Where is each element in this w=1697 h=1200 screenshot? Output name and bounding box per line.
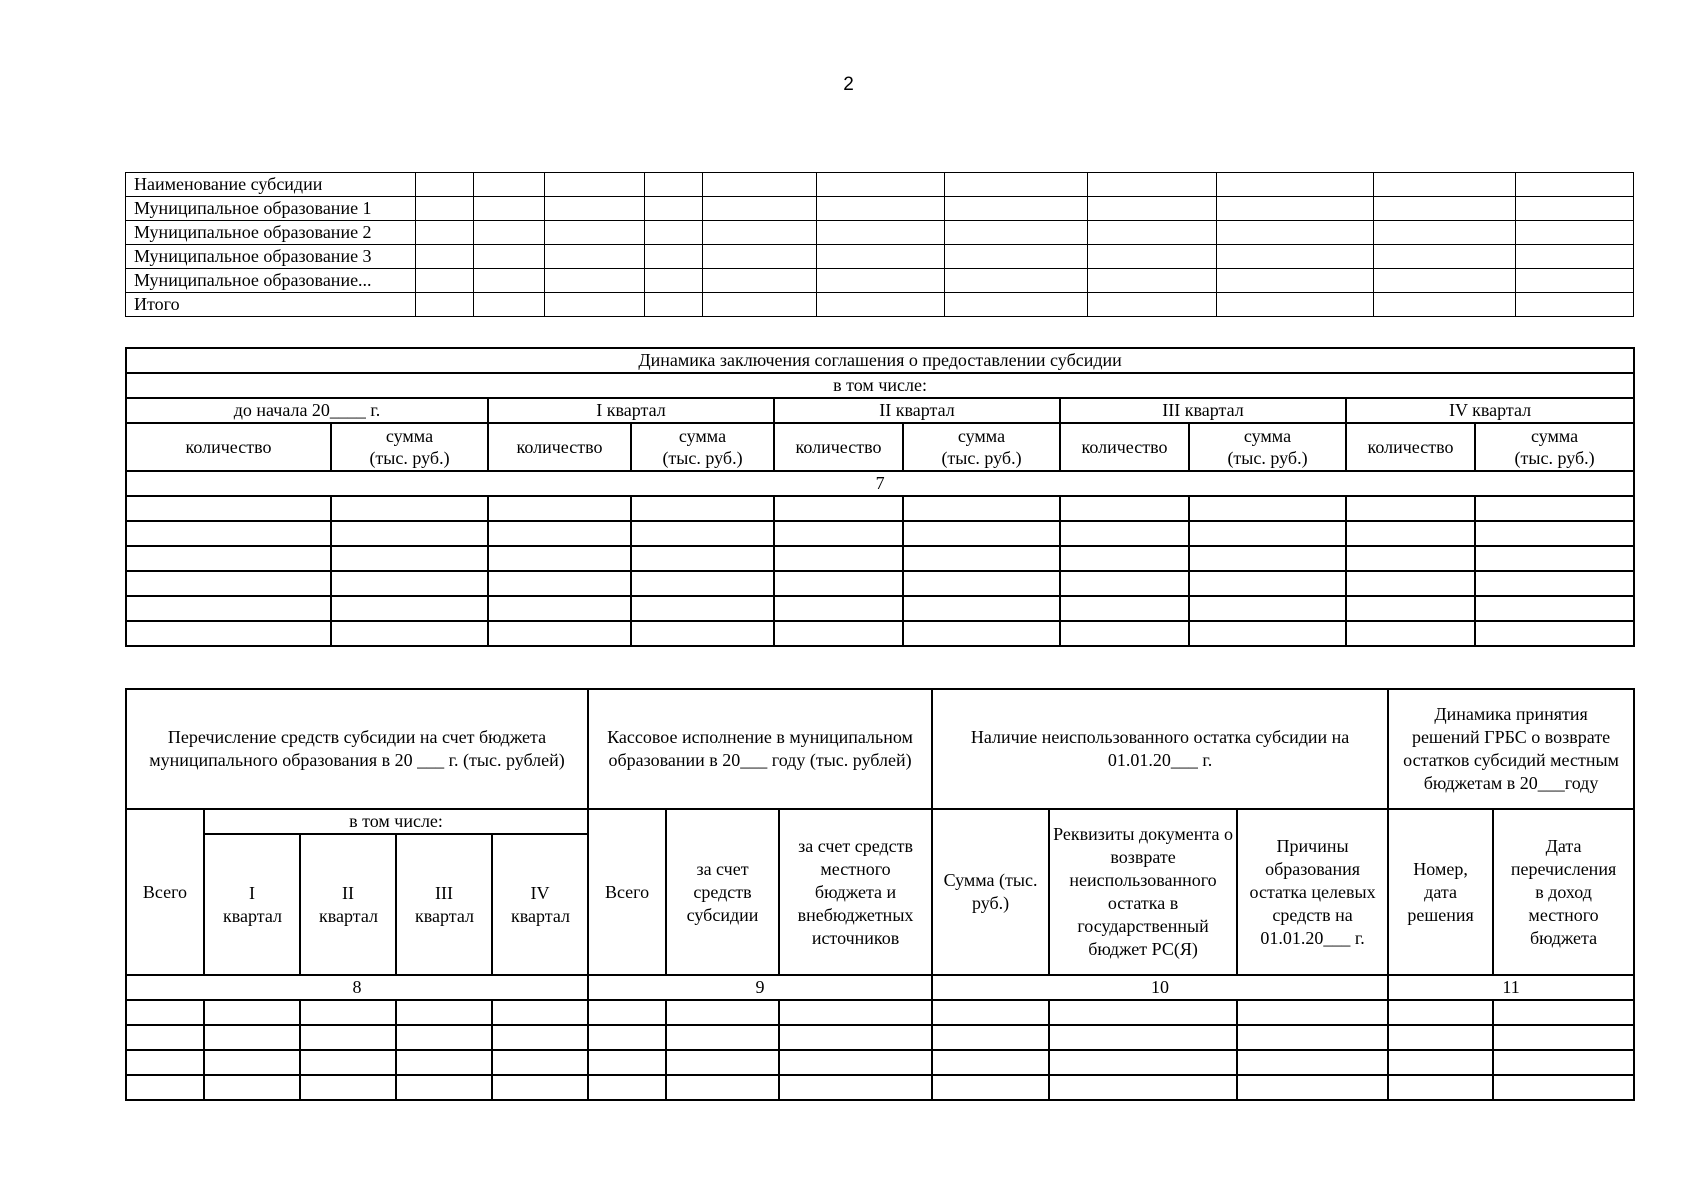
table-row <box>126 546 1634 571</box>
transfer-date-header: Дата перечисления в доход местного бюджета <box>1493 809 1634 975</box>
unused-balance-header: Наличие неиспользованного остатка субсидии на 01.01.20___ г. <box>932 689 1388 809</box>
table-row <box>126 1075 1634 1100</box>
transfer-group-header: Перечисление средств субсидии на счет бюджета муниципального образования в 20 ___ г. (тыс. рублей) <box>126 689 588 809</box>
quarter-header: II квартал <box>300 834 396 975</box>
period-header: до начала 20____ г. <box>126 398 488 423</box>
row-label: Итого <box>126 293 416 317</box>
row-label: Муниципальное образование 3 <box>126 245 416 269</box>
sum-header: сумма (тыс. руб.) <box>903 423 1060 471</box>
period-header: I квартал <box>488 398 774 423</box>
sum-header: сумма (тыс. руб.) <box>1189 423 1346 471</box>
table-row <box>126 221 1634 245</box>
table-row <box>126 1050 1634 1075</box>
quantity-header: количество <box>774 423 903 471</box>
table-row <box>126 1000 1634 1025</box>
quantity-header: количество <box>126 423 331 471</box>
quantity-header: количество <box>1346 423 1475 471</box>
column-number: 8 <box>126 975 588 1000</box>
reasons-header: Причины образования остатка целевых средств на 01.01.20___ г. <box>1237 809 1388 975</box>
sum-header: сумма (тыс. руб.) <box>631 423 774 471</box>
local-funds-header: за счет средств местного бюджета и внебюджетных источников <box>779 809 932 975</box>
return-document-header: Реквизиты документа о возврате неиспользованного остатка в государственный бюджет РС(Я) <box>1049 809 1237 975</box>
quarter-header: III квартал <box>396 834 492 975</box>
table-row <box>126 293 1634 317</box>
total-header: Всего <box>126 809 204 975</box>
subsidy-municipalities-table <box>125 172 1634 317</box>
row-label: Муниципальное образование 1 <box>126 197 416 221</box>
table-subtitle: в том числе: <box>126 373 1634 398</box>
sum-header: сумма (тыс. руб.) <box>331 423 488 471</box>
row-label: Муниципальное образование 2 <box>126 221 416 245</box>
table-row <box>126 596 1634 621</box>
cash-execution-header: Кассовое исполнение в муниципальном образовании в 20___ году (тыс. рублей) <box>588 689 932 809</box>
quantity-header: количество <box>488 423 631 471</box>
sum-header: Сумма (тыс. руб.) <box>932 809 1049 975</box>
table-row <box>126 197 1634 221</box>
row-label: Наименование субсидии <box>126 173 416 197</box>
including-header: в том числе: <box>204 809 588 834</box>
subsidy-transfer-table <box>125 688 1635 1101</box>
period-header: IV квартал <box>1346 398 1634 423</box>
row-label: Муниципальное образование... <box>126 269 416 293</box>
page-number: 2 <box>843 74 854 95</box>
table-row <box>126 496 1634 521</box>
total-header-2: Всего <box>588 809 666 975</box>
column-number: 9 <box>588 975 932 1000</box>
subsidy-funds-header: за счет средств субсидии <box>666 809 779 975</box>
table-row <box>126 269 1634 293</box>
column-number: 10 <box>932 975 1388 1000</box>
sum-header: сумма (тыс. руб.) <box>1475 423 1634 471</box>
return-decisions-header: Динамика принятия решений ГРБС о возврате остатков субсидий местным бюджетам в 20___году <box>1388 689 1634 809</box>
column-number: 7 <box>126 471 1634 496</box>
table-row <box>126 173 1634 197</box>
table-row <box>126 571 1634 596</box>
agreement-dynamics-table <box>125 347 1635 647</box>
period-header: III квартал <box>1060 398 1346 423</box>
quantity-header: количество <box>1060 423 1189 471</box>
table-row <box>126 621 1634 646</box>
quarter-header: IV квартал <box>492 834 588 975</box>
period-header: II квартал <box>774 398 1060 423</box>
table-row <box>126 1025 1634 1050</box>
table-title: Динамика заключения соглашения о предоставлении субсидии <box>126 348 1634 373</box>
quarter-header: I квартал <box>204 834 300 975</box>
table-row <box>126 521 1634 546</box>
decision-number-header: Номер, дата решения <box>1388 809 1493 975</box>
column-number: 11 <box>1388 975 1634 1000</box>
table-row <box>126 245 1634 269</box>
